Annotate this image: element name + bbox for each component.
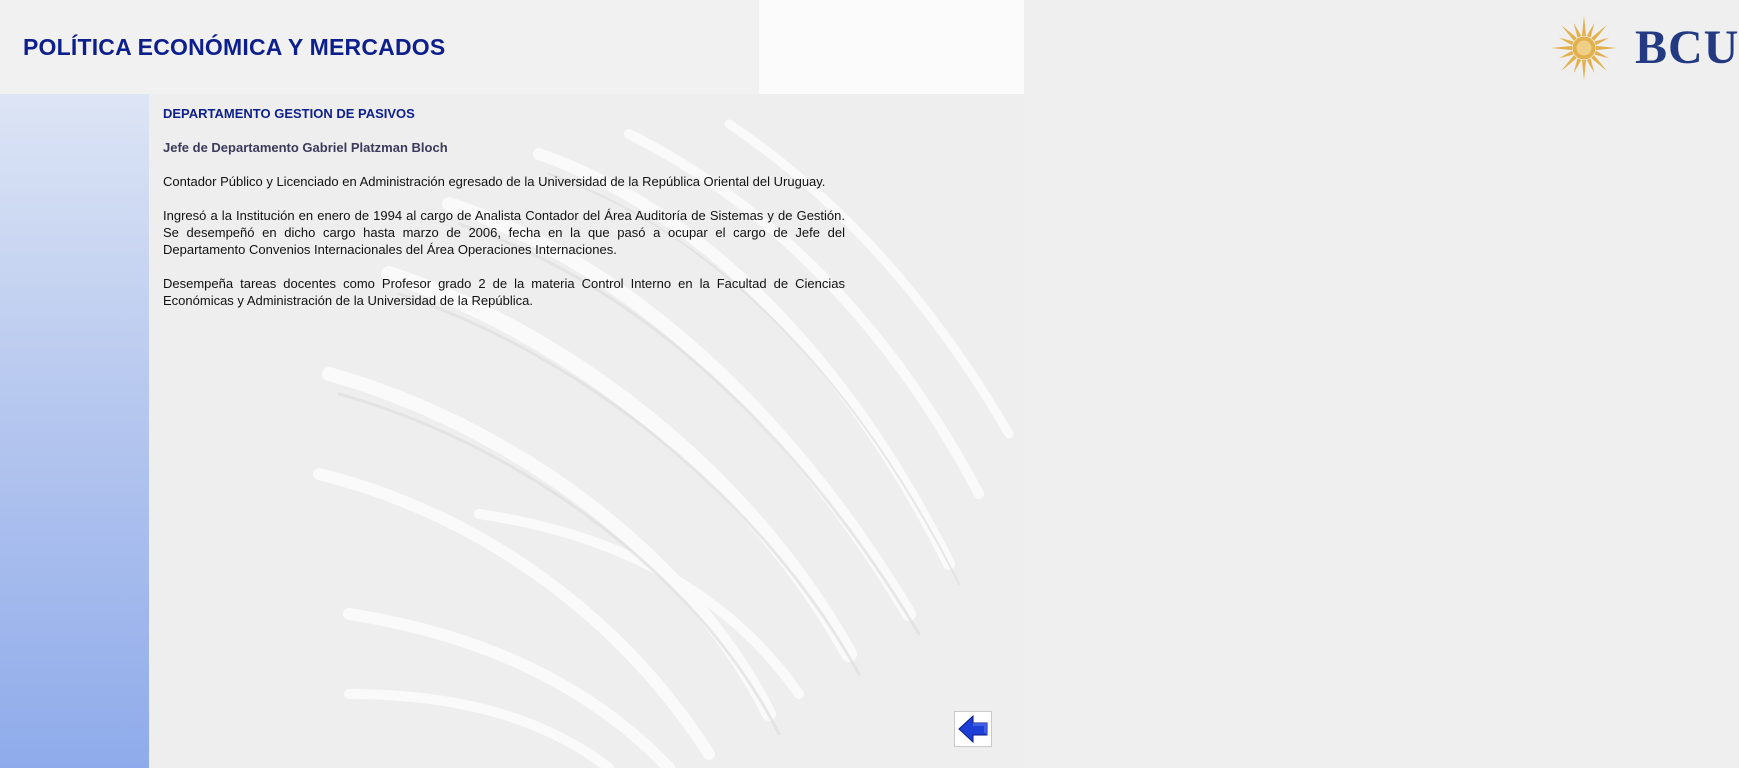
- sidebar-gradient: [0, 94, 149, 768]
- bio-paragraph-1: Contador Público y Licenciado en Administración egresado de la Universidad de la República Oriental del Uruguay.: [163, 174, 826, 189]
- back-button[interactable]: [954, 711, 992, 747]
- bio-paragraph-2: Ingresó a la Institución en enero de 1994 al cargo de Analista Contador del Área Auditoría de Sistemas y de Gestión. Se desempeñó en dicho cargo hasta marzo de 2006, fecha en la que pasó a ocupar el cargo de Jefe del Departamento Convenios Internacionales del Área Operaciones Internaciones.: [163, 208, 845, 257]
- content-area: [163, 105, 845, 326]
- department-head: Jefe de Departamento Gabriel Platzman Bloch: [163, 140, 448, 155]
- bcu-logo: [759, 0, 1739, 94]
- logo-text: BCU: [1635, 21, 1739, 74]
- arrow-left-icon: [957, 714, 989, 744]
- sun-emblem-icon: [1550, 14, 1618, 82]
- department-title: DEPARTAMENTO GESTION DE PASIVOS: [163, 106, 415, 121]
- page-title: POLÍTICA ECONÓMICA Y MERCADOS: [23, 34, 446, 60]
- bio-paragraph-3: Desempeña tareas docentes como Profesor grado 2 de la materia Control Interno en la Facultad de Ciencias Económicas y Administración de la Universidad de la República.: [163, 276, 845, 308]
